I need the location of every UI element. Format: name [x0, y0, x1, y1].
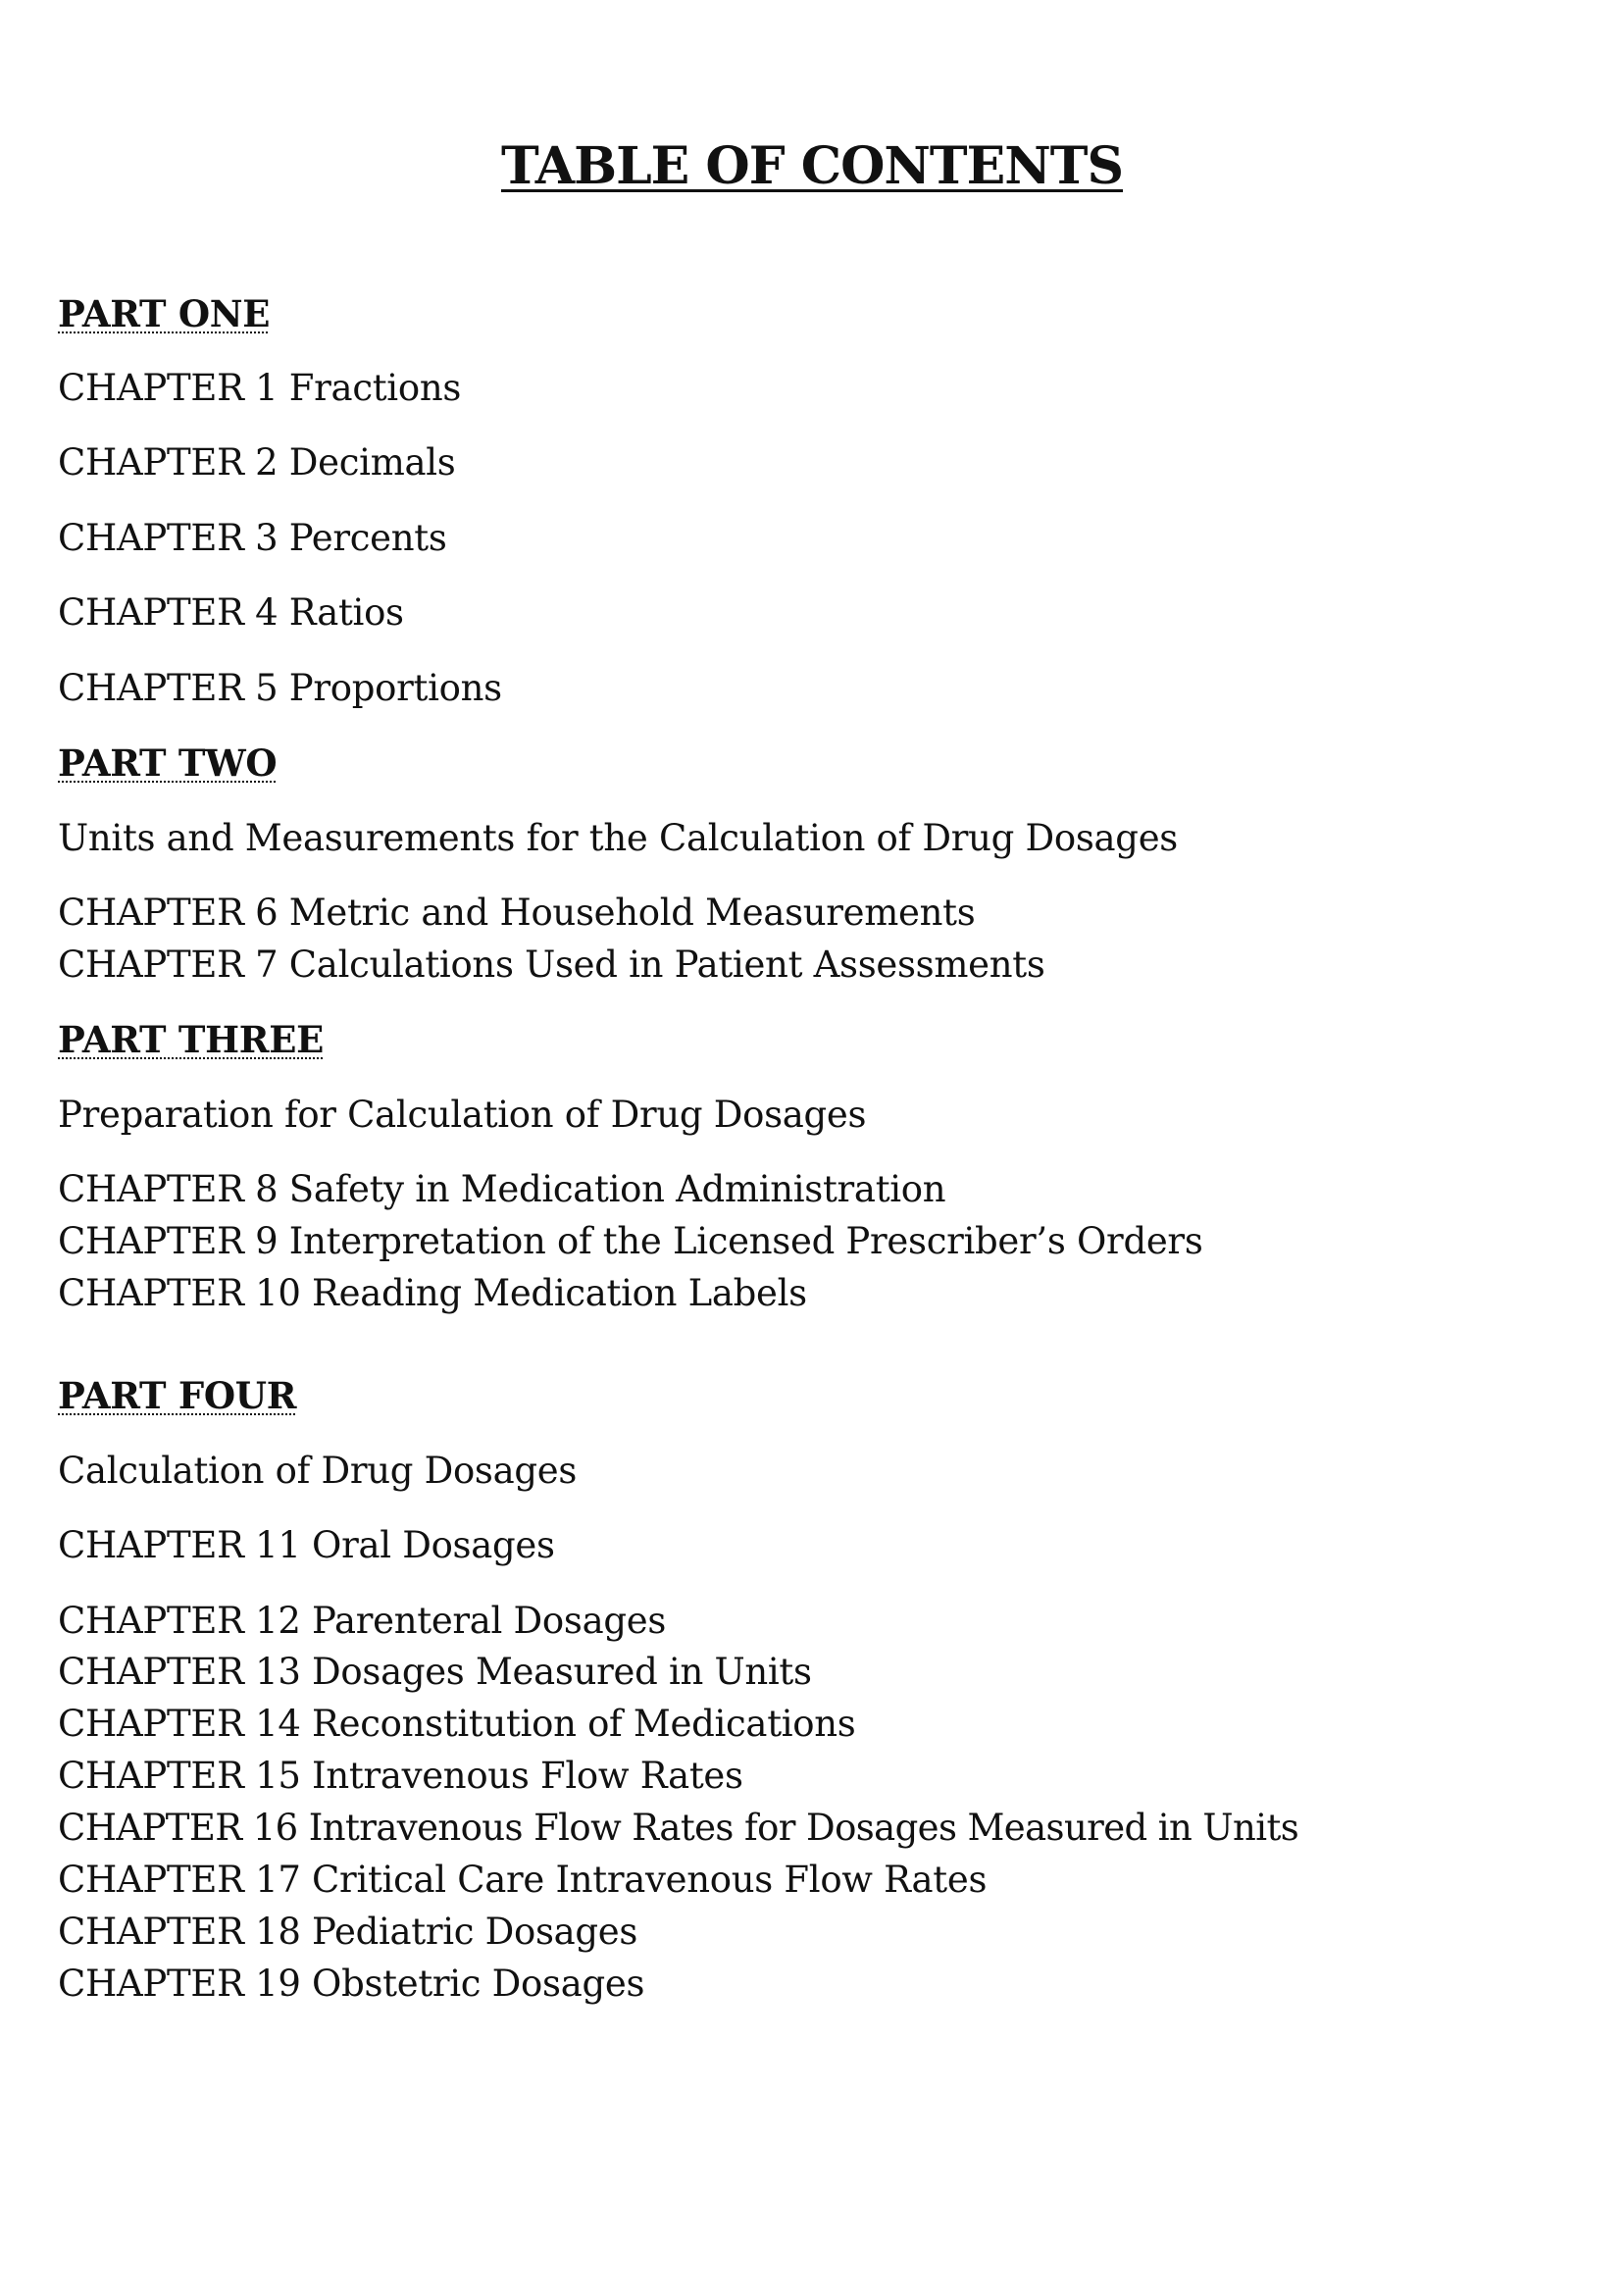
- chapter-4: CHAPTER 4 Ratios: [58, 591, 404, 634]
- page-title: TABLE OF CONTENTS: [500, 136, 1124, 196]
- chapter-6: CHAPTER 6 Metric and Household Measurements: [58, 892, 976, 934]
- part-one-heading: PART ONE: [58, 292, 271, 335]
- chapter-17: CHAPTER 17 Critical Care Intravenous Flow Rates: [58, 1859, 988, 1901]
- part-two-heading: PART TWO: [58, 741, 278, 785]
- chapter-9: CHAPTER 9 Interpretation of the Licensed Prescriber’s Orders: [58, 1220, 1203, 1262]
- chapter-19: CHAPTER 19 Obstetric Dosages: [58, 1963, 645, 2005]
- part-two-subtitle: Units and Measurements for the Calculation of Drug Dosages: [58, 817, 1178, 859]
- chapter-8: CHAPTER 8 Safety in Medication Administration: [58, 1168, 946, 1210]
- chapter-11: CHAPTER 11 Oral Dosages: [58, 1524, 555, 1566]
- chapter-18: CHAPTER 18 Pediatric Dosages: [58, 1911, 638, 1953]
- chapter-10: CHAPTER 10 Reading Medication Labels: [58, 1272, 807, 1314]
- chapter-12: CHAPTER 12 Parenteral Dosages: [58, 1600, 667, 1642]
- chapter-1: CHAPTER 1 Fractions: [58, 367, 462, 409]
- chapter-2: CHAPTER 2 Decimals: [58, 441, 456, 484]
- part-four-heading: PART FOUR: [58, 1374, 297, 1417]
- chapter-7: CHAPTER 7 Calculations Used in Patient Assessments: [58, 944, 1045, 986]
- part-four-subtitle: Calculation of Drug Dosages: [58, 1450, 578, 1492]
- chapter-5: CHAPTER 5 Proportions: [58, 667, 502, 709]
- chapter-13: CHAPTER 13 Dosages Measured in Units: [58, 1651, 812, 1693]
- chapter-14: CHAPTER 14 Reconstitution of Medications: [58, 1703, 856, 1745]
- part-three-heading: PART THREE: [58, 1018, 324, 1061]
- part-three-subtitle: Preparation for Calculation of Drug Dosages: [58, 1094, 867, 1136]
- chapter-16: CHAPTER 16 Intravenous Flow Rates for Dosages Measured in Units: [58, 1807, 1299, 1849]
- chapter-15: CHAPTER 15 Intravenous Flow Rates: [58, 1755, 743, 1797]
- chapter-3: CHAPTER 3 Percents: [58, 517, 447, 559]
